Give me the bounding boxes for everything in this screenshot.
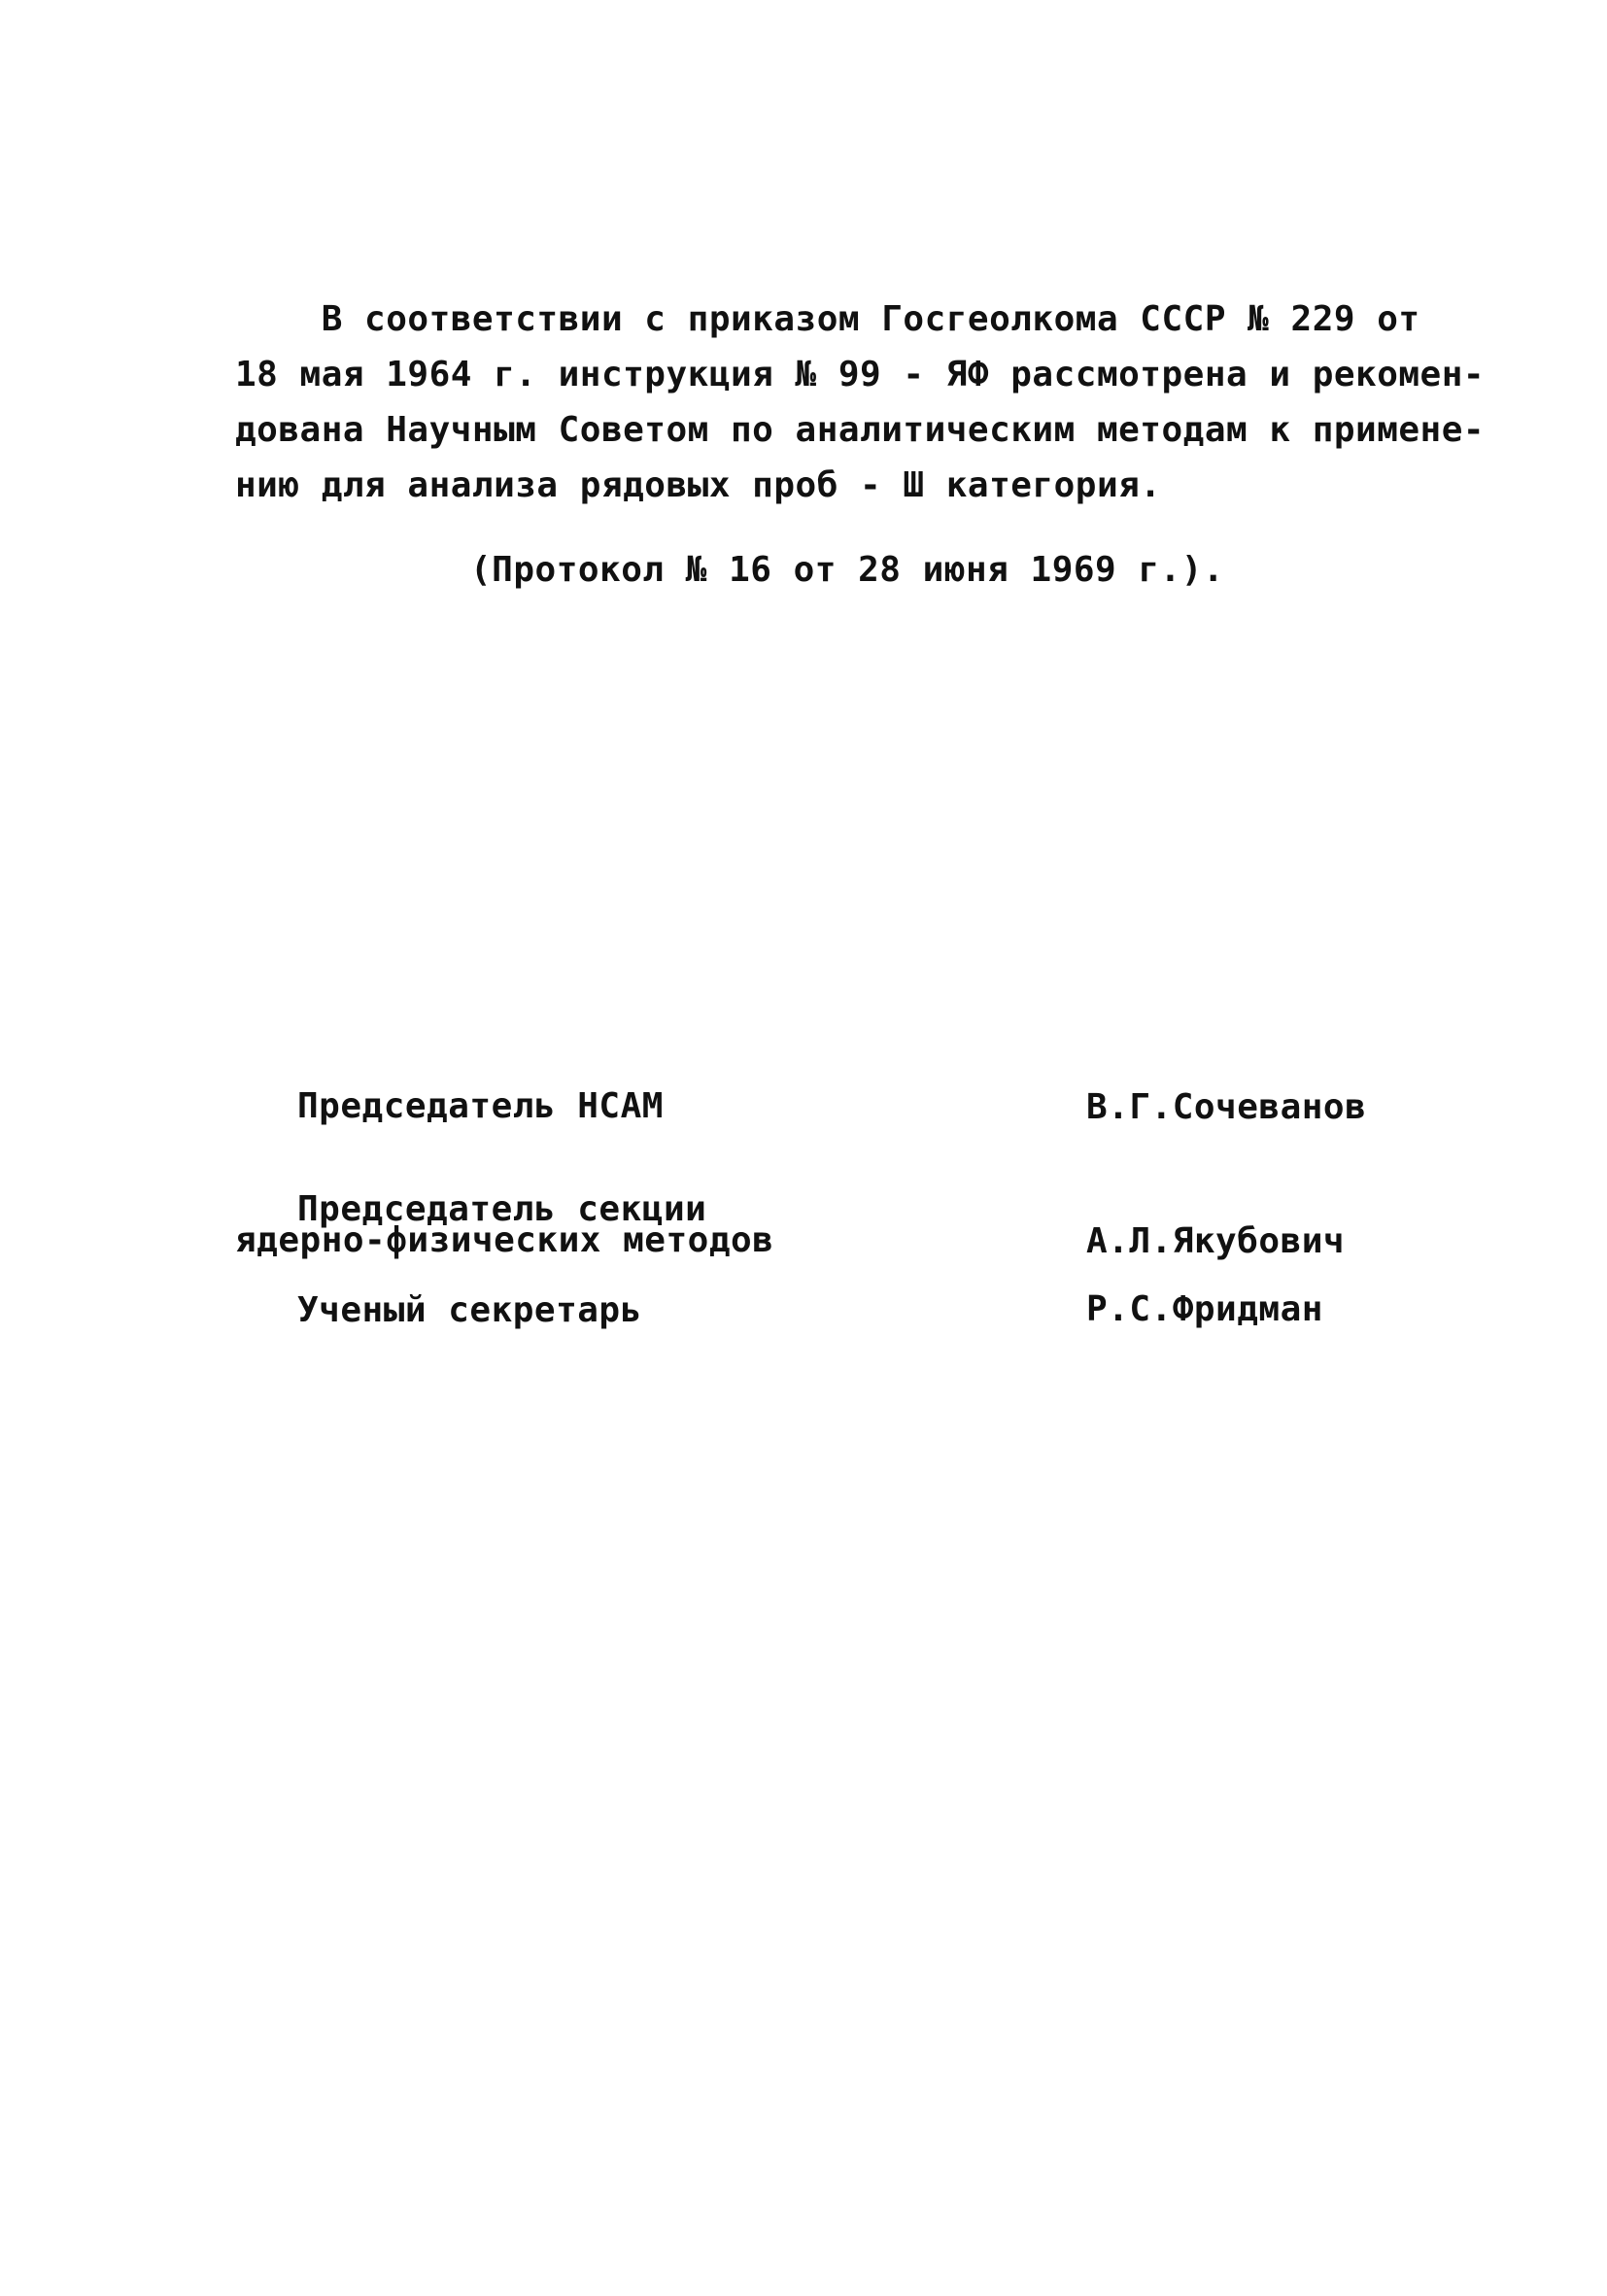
signatory-title-section-chairman-line1: Председатель секции bbox=[297, 1189, 707, 1229]
paragraph-line: нию для анализа рядовых проб - Ш категория. bbox=[235, 465, 1162, 505]
paragraph-line: дована Научным Советом по аналитическим методам к примене- bbox=[235, 410, 1486, 450]
approval-paragraph bbox=[235, 291, 1486, 513]
signatory-name-section-chairman: А.Л.Якубович bbox=[1086, 1221, 1346, 1261]
signatory-title-secretary: Ученый секретарь bbox=[297, 1290, 642, 1330]
signatory-name-secretary: Р.С.Фридман bbox=[1086, 1289, 1323, 1329]
signatory-title-section-chairman-line2: ядерно-физических методов bbox=[235, 1220, 774, 1260]
paragraph-line: 18 мая 1964 г. инструкция № 99 - ЯФ рассмотрена и рекомен- bbox=[235, 355, 1486, 394]
signatory-title-chairman: Председатель НСАМ bbox=[297, 1086, 664, 1126]
protocol-reference: (Протокол № 16 от 28 июня 1969 г.). bbox=[470, 550, 1225, 590]
signatory-name-chairman: В.Г.Сочеванов bbox=[1086, 1087, 1367, 1127]
paragraph-line: В соответствии с приказом Госгеолкома СССР № 229 от bbox=[235, 299, 1420, 339]
